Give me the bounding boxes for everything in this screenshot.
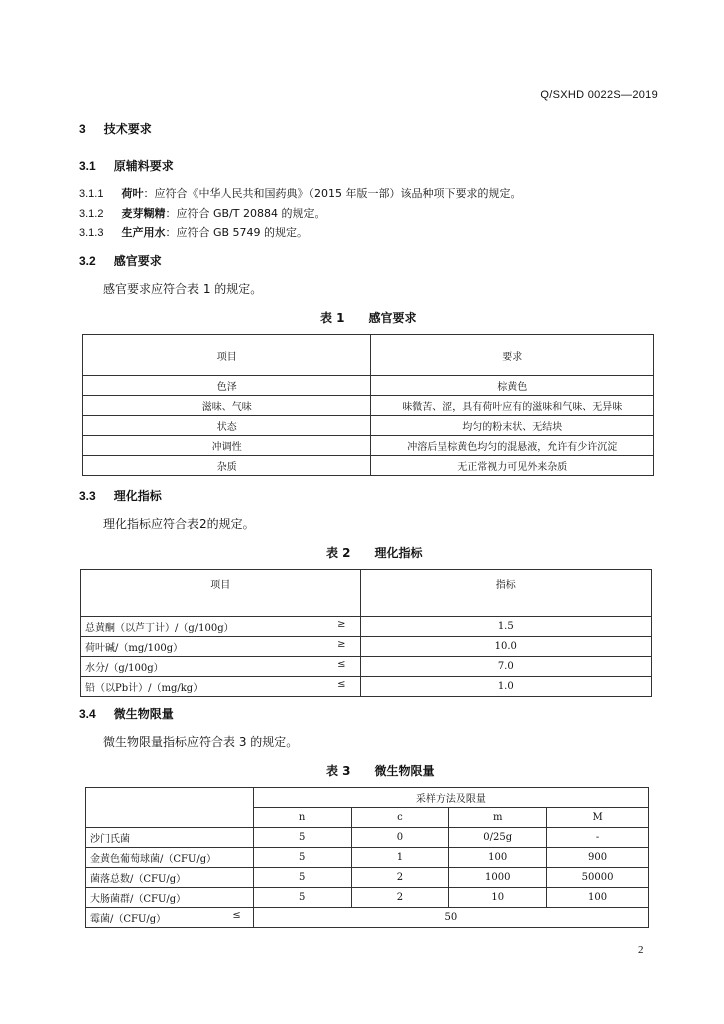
table-cell: - [547, 828, 649, 848]
table-cell: 50000 [547, 868, 649, 888]
clause-term: 麦芽糊精 [121, 207, 166, 220]
table-cell: 菌落总数/（CFU/g） [86, 868, 254, 888]
table-2-caption: 表 2 理化指标 [326, 546, 423, 560]
table-cell: 10.0 [360, 637, 651, 657]
table-cell: 5 [253, 828, 351, 848]
table-row [83, 376, 654, 396]
table-cell: 100 [449, 848, 547, 868]
table-row [83, 436, 654, 456]
table-row [86, 868, 649, 888]
clause-text: ：应符合 GB/T 20884 的规定。 [165, 207, 326, 220]
table-1-caption: 表 1 感官要求 [320, 311, 417, 325]
header-cell: c [351, 808, 449, 828]
section-3-2-paragraph: 感官要求应符合表 1 的规定。 [103, 282, 263, 296]
table-row [86, 888, 649, 908]
table-row [83, 456, 654, 476]
table-row [81, 637, 652, 657]
section-title: 理化指标 [113, 489, 162, 503]
table-cell: 50 [253, 908, 648, 928]
header-cell-blank [86, 788, 254, 828]
section-title: 原辅料要求 [113, 159, 174, 173]
table-cell: 杂质 [83, 456, 371, 476]
comparison-symbol: ≤ [337, 659, 346, 670]
table-cell [81, 677, 361, 697]
section-number: 3.2 [79, 254, 96, 268]
section-3-3-heading [79, 487, 162, 504]
table-cell [81, 617, 361, 637]
page-number: 2 [638, 944, 644, 956]
header-cell: 项目 [83, 335, 371, 376]
clause-text: ：应符合 GB 5749 的规定。 [165, 226, 309, 239]
table-row [81, 657, 652, 677]
table-cell [81, 637, 361, 657]
clause-number: 3.1.2 [79, 208, 104, 220]
table-header-row [86, 788, 649, 808]
section-number: 3.4 [79, 707, 96, 721]
clause-3-1-3 [79, 224, 308, 240]
table-row [86, 848, 649, 868]
item-label: 总黄酮（以芦丁计）/（g/100g） [85, 623, 234, 634]
table-cell: 滋味、气味 [83, 396, 371, 416]
clause-3-1-2 [79, 205, 325, 221]
table-header-row [81, 570, 652, 617]
table-cell: 味微苦、涩，具有荷叶应有的滋味和气味、无异味 [371, 396, 654, 416]
section-title: 技术要求 [103, 122, 152, 136]
section-title: 感官要求 [113, 254, 162, 268]
table-cell: 10 [449, 888, 547, 908]
table-cell: 2 [351, 888, 449, 908]
table-row [86, 828, 649, 848]
clause-3-1-1 [79, 185, 521, 201]
microbial-limits-table [85, 787, 649, 928]
table-cell: 5 [253, 888, 351, 908]
table-cell: 均匀的粉末状、无结块 [371, 416, 654, 436]
header-cell: m [449, 808, 547, 828]
comparison-symbol: ≥ [337, 639, 346, 650]
header-cell: 指标 [360, 570, 651, 617]
table-row [83, 396, 654, 416]
table-row [81, 677, 652, 697]
comparison-symbol: ≤ [232, 910, 241, 921]
comparison-symbol: ≤ [337, 679, 346, 690]
header-cell: 项目 [81, 570, 361, 617]
item-label: 水分/（g/100g） [85, 663, 164, 674]
document-code: Q/SXHD 0022S—2019 [540, 89, 658, 101]
physicochemical-table [80, 569, 652, 697]
comparison-symbol: ≥ [337, 619, 346, 630]
item-label: 荷叶碱/（mg/100g） [85, 643, 184, 654]
table-cell: 棕黄色 [371, 376, 654, 396]
item-label: 铅（以Pb计）/（mg/kg） [85, 683, 204, 694]
clause-text: ：应符合《中华人民共和国药典》（2015 年版一部）该品种项下要求的规定。 [143, 187, 522, 200]
section-3-heading [79, 120, 152, 137]
header-cell: n [253, 808, 351, 828]
section-3-3-paragraph: 理化指标应符合表2的规定。 [103, 517, 255, 531]
table-cell: 0 [351, 828, 449, 848]
table-cell: 1000 [449, 868, 547, 888]
table-3-caption: 表 3 微生物限量 [326, 764, 435, 778]
table-cell: 0/25g [449, 828, 547, 848]
table-cell: 5 [253, 848, 351, 868]
table-cell: 900 [547, 848, 649, 868]
table-cell: 状态 [83, 416, 371, 436]
clause-number: 3.1.3 [79, 227, 104, 239]
section-number: 3.1 [79, 159, 96, 173]
table-cell: 5 [253, 868, 351, 888]
sensory-requirements-table [82, 334, 654, 476]
section-number: 3.3 [79, 489, 96, 503]
table-cell: 大肠菌群/（CFU/g） [86, 888, 254, 908]
section-3-2-heading [79, 252, 162, 269]
table-cell: 色泽 [83, 376, 371, 396]
table-cell: 沙门氏菌 [86, 828, 254, 848]
table-cell: 1 [351, 848, 449, 868]
header-cell: 要求 [371, 335, 654, 376]
section-number: 3 [79, 122, 86, 136]
clause-term: 荷叶 [121, 187, 144, 200]
table-row [83, 416, 654, 436]
table-header-row [83, 335, 654, 376]
table-row [86, 908, 649, 928]
table-cell [86, 908, 254, 928]
table-cell: 7.0 [360, 657, 651, 677]
section-3-1-heading [79, 157, 174, 174]
table-cell: 1.5 [360, 617, 651, 637]
header-cell-group: 采样方法及限量 [253, 788, 648, 808]
table-cell [81, 657, 361, 677]
clause-term: 生产用水 [121, 226, 166, 239]
header-cell: M [547, 808, 649, 828]
table-cell: 冲溶后呈棕黄色均匀的混悬液，允许有少许沉淀 [371, 436, 654, 456]
table-row [81, 617, 652, 637]
table-cell: 2 [351, 868, 449, 888]
table-cell: 无正常视力可见外来杂质 [371, 456, 654, 476]
item-label: 霉菌/（CFU/g） [90, 914, 167, 925]
section-3-4-heading [79, 705, 174, 722]
clause-number: 3.1.1 [79, 188, 104, 200]
table-cell: 100 [547, 888, 649, 908]
table-cell: 冲调性 [83, 436, 371, 456]
table-cell: 1.0 [360, 677, 651, 697]
section-3-4-paragraph: 微生物限量指标应符合表 3 的规定。 [103, 735, 299, 749]
section-title: 微生物限量 [113, 707, 174, 721]
table-cell: 金黄色葡萄球菌/（CFU/g） [86, 848, 254, 868]
